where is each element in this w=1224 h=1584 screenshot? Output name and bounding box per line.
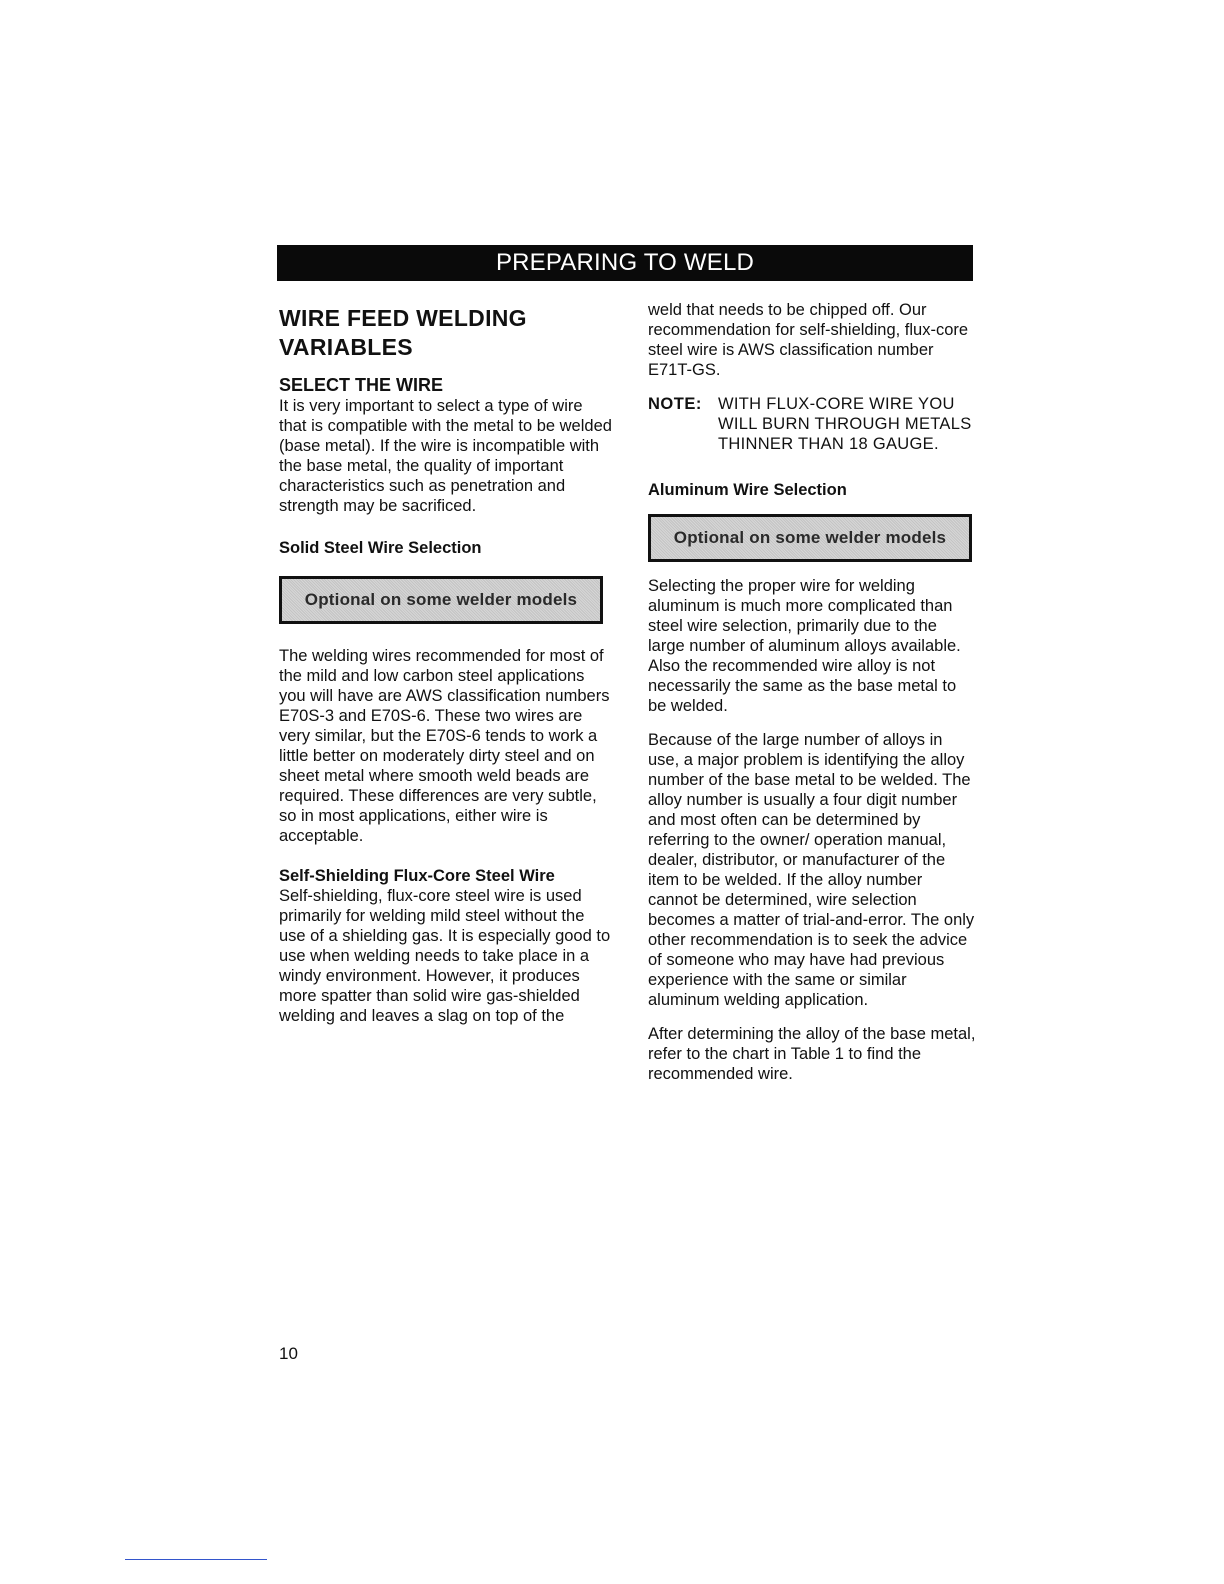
select-wire-paragraph: It is very important to select a type of wire that is compatible with the metal to be welded (base metal). If the wire is incompatible with the base metal, the quality of important characteristics such as penetration and strength may be sacrificed.: [279, 397, 612, 515]
flux-core-heading: Self-Shielding Flux-Core Steel Wire: [279, 867, 555, 885]
optional-badge-aluminum: [648, 514, 972, 562]
note-text: WITH FLUX-CORE WIRE YOU WILL BURN THROUGH METALS THINNER THAN 18 GAUGE.: [718, 395, 972, 453]
left-column: [279, 300, 614, 1026]
flux-core-continued-paragraph: weld that needs to be chipped off. Our recommendation for self-shielding, flux-core steel wire is AWS classification number E71T-GS.: [648, 301, 969, 379]
page-number: 10: [279, 1344, 298, 1363]
optional-badge-solid-steel: [279, 576, 603, 624]
select-wire-title: SELECT THE WIRE: [279, 375, 444, 395]
aluminum-paragraph-2: Because of the large number of alloys in use, a major problem is identifying the alloy number of the base metal to be welded. The alloy number is usually a four digit number and most often can be determined by referring to the owner/ operation manual, dealer, distributor, or manufacturer of the item to be welded. If the alloy number cannot be determined, wire selection becomes a matter of trial-and-error. The only other recommendation is to seek the advice of someone who may have had previous experience with the same or similar aluminum welding application.: [648, 731, 975, 1009]
footer-rule: [125, 1559, 267, 1560]
flux-core-paragraph: Self-shielding, flux-core steel wire is used primarily for welding mild steel without the use of a shielding gas. It is especially good to use when welding needs to take place in a windy environment. However, it produces more spatter than solid wire gas-shielded welding and leaves a slag on top of the: [279, 887, 611, 1025]
optional-badge-label: Optional on some welder models: [304, 590, 578, 609]
section-title: [279, 304, 614, 362]
section-title-line-2: VARIABLES: [279, 334, 413, 360]
aluminum-paragraph-3: After determining the alloy of the base metal, refer to the chart in Table 1 to find the recommended wire.: [648, 1025, 976, 1083]
section-header-bar: PREPARING TO WELD: [277, 245, 973, 281]
aluminum-paragraph-1: Selecting the proper wire for welding aluminum is much more complicated than steel wire selection, primarily due to the large number of aluminum alloys available. Also the recommended wire alloy is not necessarily the same as the base metal to be welded.: [648, 577, 961, 715]
solid-steel-paragraph: The welding wires recommended for most of the mild and low carbon steel applications you will have are AWS classification numbers E70S-3 and E70S-6. These two wires are very similar, but the E70S-6 tends to work a little better on moderately dirty steel and on sheet metal where smooth weld beads are required. These differences are very subtle, so in most applications, either wire is acceptable.: [279, 647, 610, 845]
aluminum-heading: Aluminum Wire Selection: [648, 481, 847, 499]
note-label: NOTE:: [648, 395, 702, 413]
right-column: [648, 300, 976, 1098]
optional-badge-label: Optional on some welder models: [673, 528, 947, 547]
section-title-line-1: WIRE FEED WELDING: [279, 305, 527, 331]
note-block: [648, 394, 976, 454]
solid-steel-heading: Solid Steel Wire Selection: [279, 539, 482, 557]
